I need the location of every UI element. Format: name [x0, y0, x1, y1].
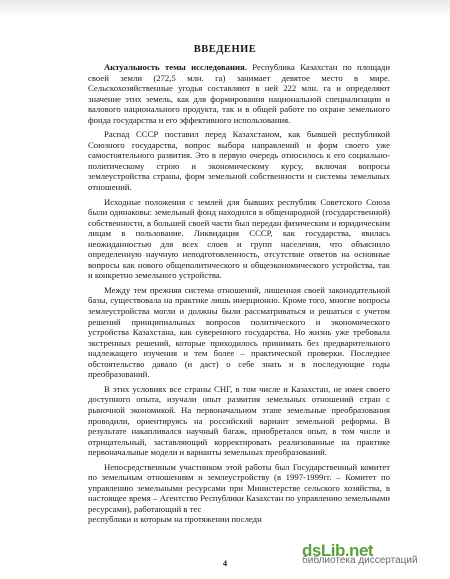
body-text [88, 62, 390, 525]
paragraph-1-body: Республика Казахстан по площади своей земли (272,5 млн. га) занимает девятое место в мире. Сельскохозяйственные угодья составляют в ней 222 млн. га и определяют значение этих земель, как для формирования национальной специализации и валового национального продукта, так и в общей работе по охране земельного фонда государства и его эффективного использования. [88, 62, 390, 125]
paragraph-1 [88, 62, 390, 125]
paragraph-6-tail: республики и которым на протяжении последн [88, 514, 262, 525]
paragraph-2: Распад СССР поставил перед Казахстаном, как бывшей республикой Союзного государства, вопрос выбора направлений и форм своего уже самостоятельного развития. Это в первую очередь относилось к его социально-политическому строю и экономическому курсу, включая вопросы землеустройства страны, форм земельной собственности и системы земельных отношений. [88, 129, 390, 193]
paragraph-5: В этих условиях все страны СНГ, в том числе и Казахстан, не имея своего доступного опыта, изучали опыт развития земельных отношений стран с рыночной экономикой. На первоначальном этапе земельные преобразования проводили, ориентируясь на российский вариант земельной реформы. В результате накапливался научный багаж, приобретался опыт, в том числе и отрицательный, заставляющий корректировать реализованные на практике первоначальные модели и варианты земельных преобразований. [88, 383, 390, 458]
watermark-logo: dsLib.net [302, 541, 374, 560]
paragraph-1-lead: Актуальность темы исследования. [104, 62, 247, 72]
paragraph-3: Исходные положения с землей для бывших республик Советского Союза были одинаковы: земельный фонд находился в общенародной (государственной) собственности, в большей своей части был передан физическим и юридическим лицам в пользование. Ликвидация СССР, как государства, явилась неожиданностью для всех слоев и групп населения, что объяснило определенную научную неподготовленность, отсутствие ответов на основные вопросы как нового общеполитического и общеэкономического устройства, так и конкретно земельного устройства. [88, 196, 390, 281]
scan-edge-shadow [0, 0, 450, 18]
watermark-caption: библиотека диссертаций [302, 555, 418, 566]
watermark[interactable] [302, 537, 442, 565]
paragraph-4: Между тем прежняя система отношений, лишенная своей законодательной базы, существовала на практике лишь инерционно. Кроме того, многие вопросы землеустройства могли и должны были рассматриваться и решаться с учетом решений принципиальных вопросов политического и экономического устройства Казахстана, как суверенного государства. Но жизнь уже требовала экстренных решений, которые приходилось принимать без предварительного надлежащего изучения и тем более – практической проверки. Последнее обстоятельство давало (и даст) о себе знать и в последующие годы преобразований. [88, 284, 390, 380]
paragraph-6: Непосредственным участником этой работы был Государственный комитет по земельным отношениям и землеустройству (в 1997-1999гг. – Комитет по управлению земельными ресурсами при Министерстве сельского хозяйства, в настоящее время – Агентство Республики Казахстан по управлению земельными ресурсами), работающий в тес [88, 461, 390, 514]
page-title: ВВЕДЕНИЕ [193, 44, 257, 55]
page-number: 4 [222, 558, 228, 568]
